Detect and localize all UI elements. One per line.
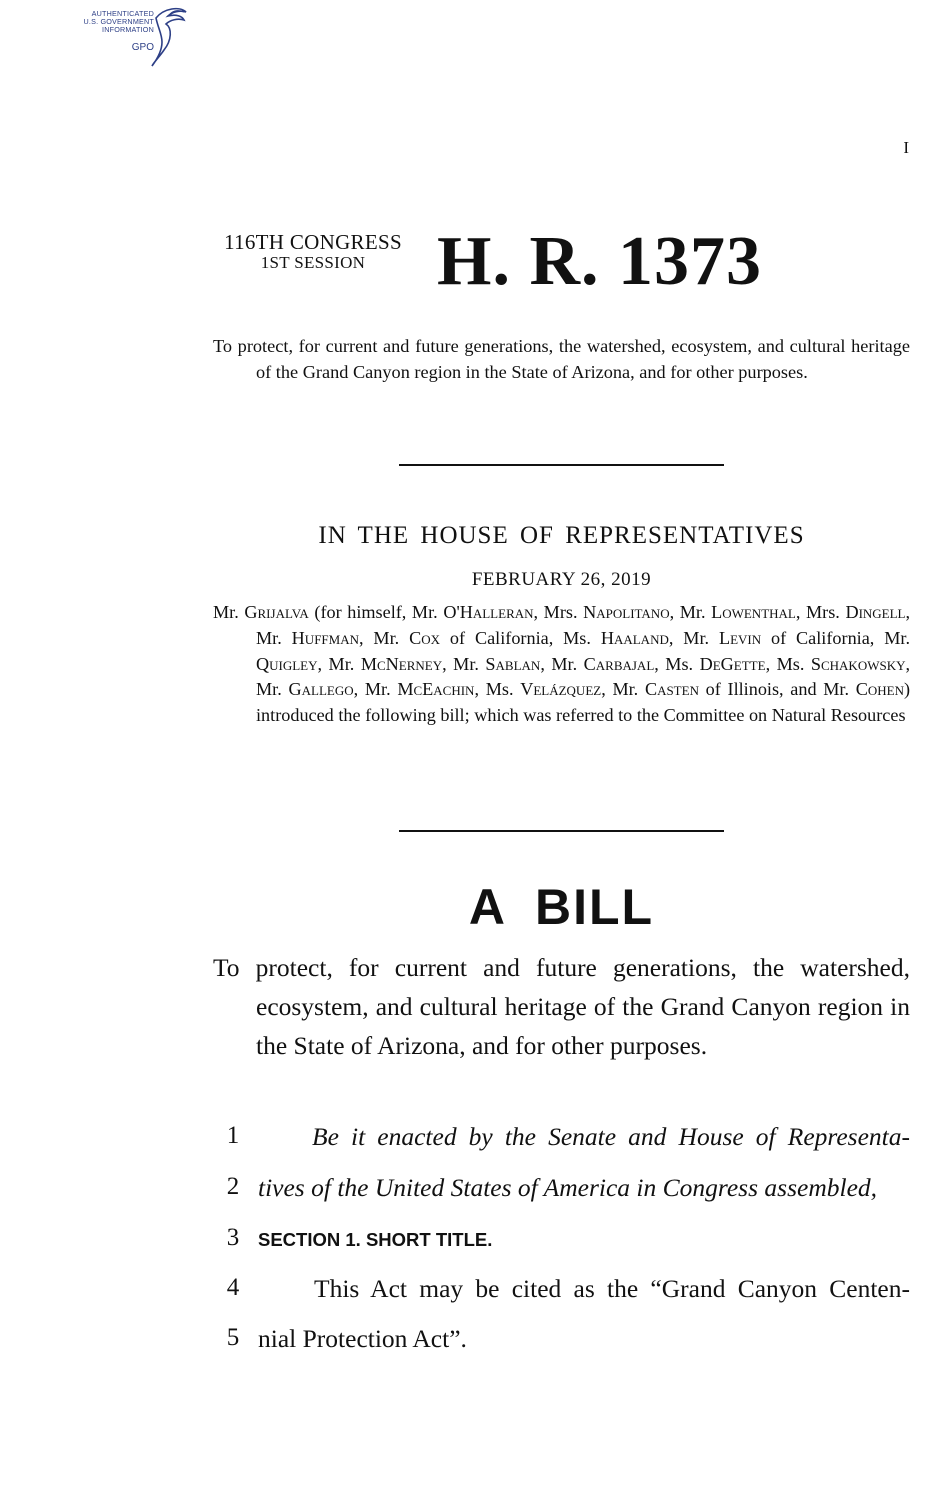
bill-line <box>0 1324 947 1364</box>
sponsor-text: , Mr. <box>353 679 391 700</box>
sponsor-text: (for himself, Mr. <box>314 602 438 622</box>
sponsor-text: , Ms. <box>765 653 805 674</box>
line-number: 1 <box>226 1122 240 1149</box>
document-title: A BILL <box>468 879 655 935</box>
sponsor-text: , Mr. <box>359 627 400 648</box>
sponsor-name: Dingell <box>845 602 906 622</box>
sponsor-text: , Mr. <box>256 602 911 648</box>
sponsor-name: Lowenthal <box>711 602 796 622</box>
seal-text-line: INFORMATION <box>102 25 154 34</box>
bill-line <box>0 1274 947 1314</box>
sponsor-text: , Ms. <box>474 679 514 700</box>
gpo-authentication-seal <box>62 4 192 68</box>
introduction-date: FEBRUARY 26, 2019 <box>471 569 652 590</box>
bill-number: H. R. 1373 <box>437 223 762 300</box>
bill-version-mark: I <box>903 138 909 157</box>
sponsor-name: Levin <box>718 627 762 648</box>
seal-gpo-label: GPO <box>131 42 154 53</box>
sponsor-text: , Mr. <box>256 653 911 700</box>
section-heading: SECTION 1. SHORT TITLE. <box>258 1229 493 1250</box>
long-purpose <box>213 948 910 1065</box>
section-text: nial Protection Act”. <box>258 1324 467 1353</box>
line-number: 3 <box>226 1224 240 1251</box>
sponsor-name: McNerney <box>360 653 443 674</box>
sponsor-name: McEachin <box>397 679 475 700</box>
divider-rule <box>399 830 724 832</box>
sponsor-text: of California, Mr. <box>771 627 910 648</box>
sponsor-text: , Mr. <box>317 653 355 674</box>
seal-text-line: AUTHENTICATED <box>91 9 154 18</box>
sponsor-text: , Ms. <box>654 653 694 674</box>
section-text: This Act may be cited as the “Grand Canyon Centen- <box>314 1274 910 1303</box>
sponsor-text: , Mr. <box>669 602 706 622</box>
sponsor-text: , Mrs. <box>533 602 578 622</box>
line-number: 4 <box>226 1274 240 1301</box>
congress-label: 116TH CONGRESS <box>224 230 402 254</box>
sponsor-name: DeGette <box>699 653 766 674</box>
sponsor-name: Sablan <box>485 653 541 674</box>
short-purpose <box>213 334 910 385</box>
sponsor-text: , Mr. <box>540 653 578 674</box>
long-purpose-text: To protect, for current and future generations, the watershed, ecosystem, and cultural heritage of the Grand Canyon region in the State of Arizona, and for other purposes. <box>213 953 910 1060</box>
sponsor-text: Mr. <box>213 602 239 622</box>
sponsor-name: Velázquez <box>520 679 602 700</box>
short-purpose-text: To protect, for current and future generations, the watershed, ecosystem, and cultural heritage of the Grand Canyon region in the State of Arizona, and for other purposes. <box>213 336 910 382</box>
sponsor-text: , Mr. <box>442 653 479 674</box>
bill-line <box>0 1122 947 1162</box>
sponsor-name: Huffman <box>291 627 359 648</box>
sponsor-name: Cohen <box>855 679 904 700</box>
sponsors-text <box>213 600 910 729</box>
sponsor-name: Casten <box>644 679 699 700</box>
sponsor-text: ) introduced the following bill; which was referred to the Committee on Natural Resources <box>256 679 911 726</box>
eagle-icon <box>150 4 190 68</box>
sponsor-name: Schakowsky <box>810 653 906 674</box>
sponsor-text: , Mrs. <box>795 602 840 622</box>
enacting-clause-text: tives of the United States of America in Congress assembled, <box>258 1173 878 1202</box>
sponsor-name: O'Halleran <box>443 602 534 622</box>
sponsor-text: of California, Ms. <box>449 627 591 648</box>
sponsor-name: Quigley <box>256 653 318 674</box>
sponsor-name: Napolitano <box>583 602 670 622</box>
sponsor-name: Grijalva <box>244 602 309 622</box>
sponsor-text: of Illinois, and Mr. <box>705 679 850 700</box>
bill-line <box>0 1173 947 1213</box>
session-label: 1ST SESSION <box>260 253 366 272</box>
seal-text-line: U.S. GOVERNMENT <box>83 17 154 26</box>
sponsor-text: , Mr. <box>668 627 710 648</box>
sponsor-name: Cox <box>409 627 441 648</box>
congress-session-block <box>208 230 418 273</box>
bill-line <box>0 1224 947 1264</box>
divider-rule <box>399 464 724 466</box>
enacting-clause-text: Be it enacted by the Senate and House of Representa- <box>312 1122 910 1151</box>
sponsor-name: Haaland <box>600 627 669 648</box>
line-number: 2 <box>226 1173 240 1200</box>
chamber-heading: IN THE HOUSE OF REPRESENTATIVES <box>318 522 805 549</box>
sponsors-paragraph <box>213 600 910 729</box>
sponsor-text: , Mr. <box>601 679 639 700</box>
line-number: 5 <box>226 1324 240 1351</box>
sponsor-name: Gallego <box>288 679 354 700</box>
sponsor-name: Carbajal <box>583 653 655 674</box>
